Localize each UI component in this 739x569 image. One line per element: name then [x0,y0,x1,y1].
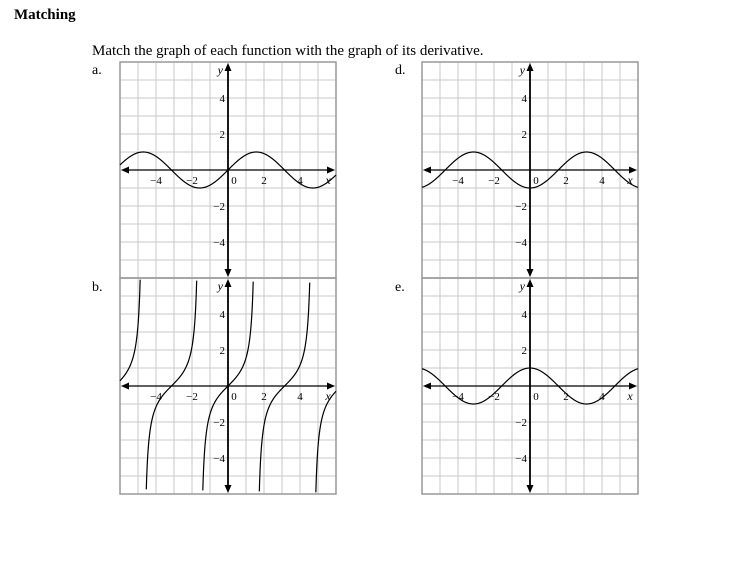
graph-a-label: a. [92,63,102,78]
y-axis-arrow-bottom [527,269,534,277]
y-axis-arrow-bottom [225,485,232,493]
graph-e-plot [422,278,638,494]
y-axis-label: y [217,279,223,293]
graph-b [120,278,336,494]
graph-d-plot [422,62,638,278]
y-tick-label: −4 [213,237,225,249]
x-tick-label: 4 [599,391,605,403]
x-tick-label: −2 [186,391,198,403]
y-tick-label: −4 [515,453,527,465]
x-axis-label: x [325,389,331,403]
y-axis-arrow-top [225,63,232,71]
x-axis-label: x [325,173,331,187]
instruction-text: Match the graph of each function with the graph of its derivative. [92,43,484,59]
x-tick-label: 4 [599,175,605,187]
y-axis-arrow-bottom [527,485,534,493]
x-tick-label: −4 [452,175,464,187]
graph-b-label: b. [92,280,103,295]
y-tick-label: −2 [515,201,527,213]
y-axis-label: y [519,63,525,77]
graph-d-label: d. [395,63,406,78]
x-tick-label: 4 [297,391,303,403]
x-tick-label: 0 [231,391,237,403]
x-tick-label: −4 [150,391,162,403]
x-axis-arrow-left [423,167,431,174]
x-tick-label: −2 [186,175,198,187]
x-tick-label: 2 [563,391,569,403]
x-axis-label: x [627,389,633,403]
x-tick-label: −4 [150,175,162,187]
y-tick-label: 4 [521,93,527,105]
x-tick-label: 2 [563,175,569,187]
y-tick-label: −4 [213,453,225,465]
y-tick-label: −4 [515,237,527,249]
y-tick-label: −2 [213,201,225,213]
graph-e [422,278,638,494]
x-tick-label: 0 [533,175,539,187]
x-tick-label: −2 [488,175,500,187]
graph-e-label: e. [395,280,405,295]
x-tick-label: −4 [452,391,464,403]
y-tick-label: 4 [219,93,225,105]
x-tick-label: 2 [261,175,267,187]
y-tick-label: −2 [515,417,527,429]
y-axis-arrow-top [527,279,534,287]
y-axis-arrow-top [225,279,232,287]
x-tick-label: 2 [261,391,267,403]
graph-a [120,62,336,278]
x-axis-arrow-left [121,167,129,174]
x-axis-label: x [627,173,633,187]
x-tick-label: 0 [533,391,539,403]
y-axis-label: y [519,279,525,293]
y-tick-label: 2 [521,129,527,141]
graph-a-plot [120,62,336,278]
y-tick-label: 4 [219,309,225,321]
x-tick-label: −2 [488,391,500,403]
x-tick-label: 4 [297,175,303,187]
y-axis-label: y [217,63,223,77]
x-axis-arrow-left [121,383,129,390]
y-tick-label: 2 [219,129,225,141]
y-axis-arrow-top [527,63,534,71]
y-tick-label: −2 [213,417,225,429]
page-title: Matching [14,7,76,23]
x-axis-arrow-left [423,383,431,390]
y-tick-label: 2 [521,345,527,357]
y-tick-label: 2 [219,345,225,357]
y-tick-label: 4 [521,309,527,321]
x-tick-label: 0 [231,175,237,187]
y-axis-arrow-bottom [225,269,232,277]
graph-b-plot [120,278,336,494]
graph-d [422,62,638,278]
